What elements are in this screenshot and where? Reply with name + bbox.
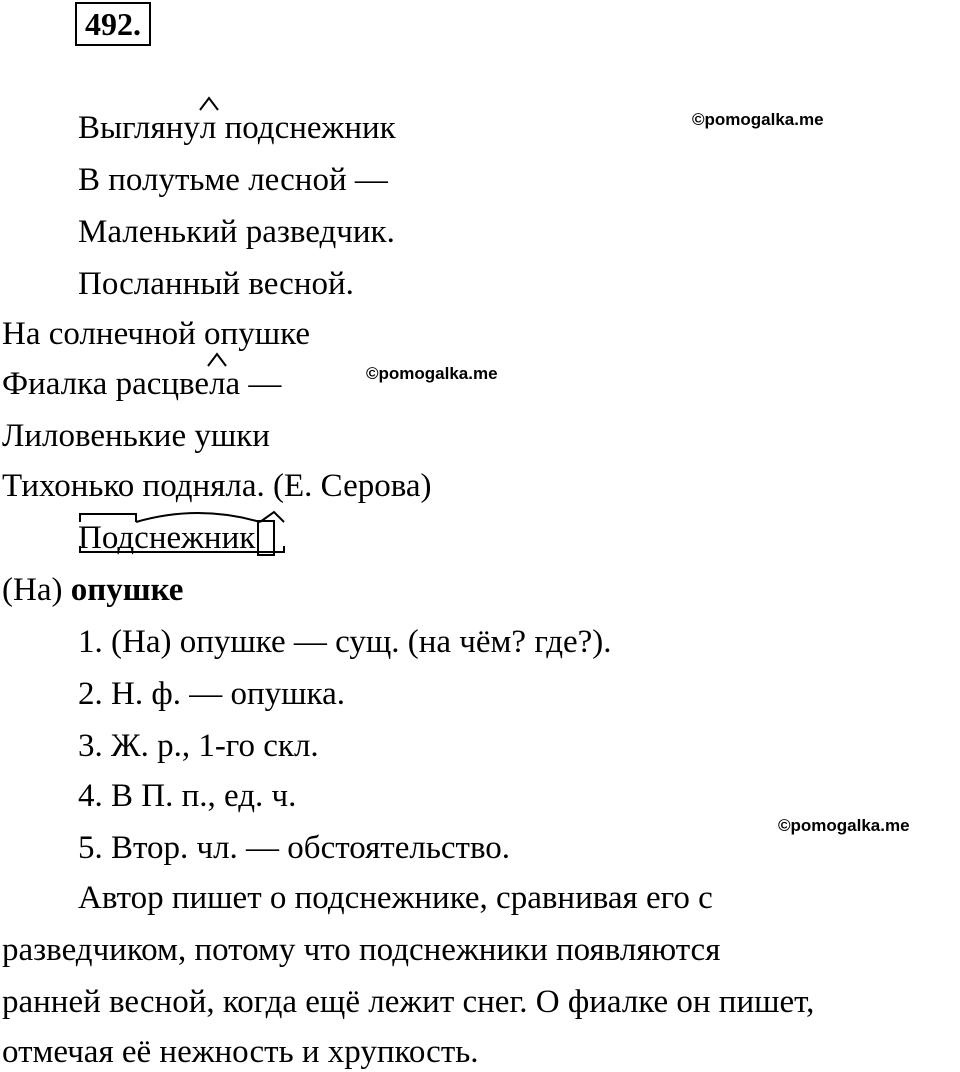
marked-letter: л xyxy=(209,364,225,404)
morpheme-analysis xyxy=(78,518,275,558)
morpheme-word: Подснежник xyxy=(78,518,255,558)
watermark: ©pomogalka.me xyxy=(692,110,824,129)
parse-heading: (На) опушке xyxy=(2,572,184,608)
watermark: ©pomogalka.me xyxy=(366,364,498,383)
poem-line: Выглянул подснежник xyxy=(78,108,396,148)
conclusion-line: отмечая её нежность и хрупкость. xyxy=(2,1034,479,1070)
exercise-number: 492. xyxy=(75,2,151,46)
parse-item: 4. В П. п., ед. ч. xyxy=(78,778,297,814)
parse-item: 2. Н. ф. — опушка. xyxy=(78,676,345,712)
poem-line: Тихонько подняла. (Е. Серова) xyxy=(2,468,432,504)
parse-item: 1. (На) опушке — сущ. (на чём? где?). xyxy=(78,624,612,660)
ending-mark xyxy=(257,520,275,556)
conclusion-line: Автор пишет о подснежнике, сравнивая его с xyxy=(78,880,713,916)
poem-line: В полутьме лесной — xyxy=(78,162,388,198)
poem-line: Посланный весной. xyxy=(78,266,354,302)
parse-item: 5. Втор. чл. — обстоятельство. xyxy=(78,830,511,866)
conclusion-line: разведчиком, потому что подснежники появляются xyxy=(2,932,721,968)
poem-line: На солнечной опушке xyxy=(2,316,310,352)
marked-letter: л xyxy=(200,108,216,148)
watermark: ©pomogalka.me xyxy=(778,816,910,835)
poem-line: Маленький разведчик. xyxy=(78,214,395,250)
conclusion-line: ранней весной, когда ещё лежит снег. О фиалке он пишет, xyxy=(2,984,815,1020)
poem-line: Лиловенькие ушки xyxy=(2,418,270,454)
parse-item: 3. Ж. р., 1-го скл. xyxy=(78,728,319,764)
poem-line: Фиалка расцвел а — xyxy=(2,364,281,404)
